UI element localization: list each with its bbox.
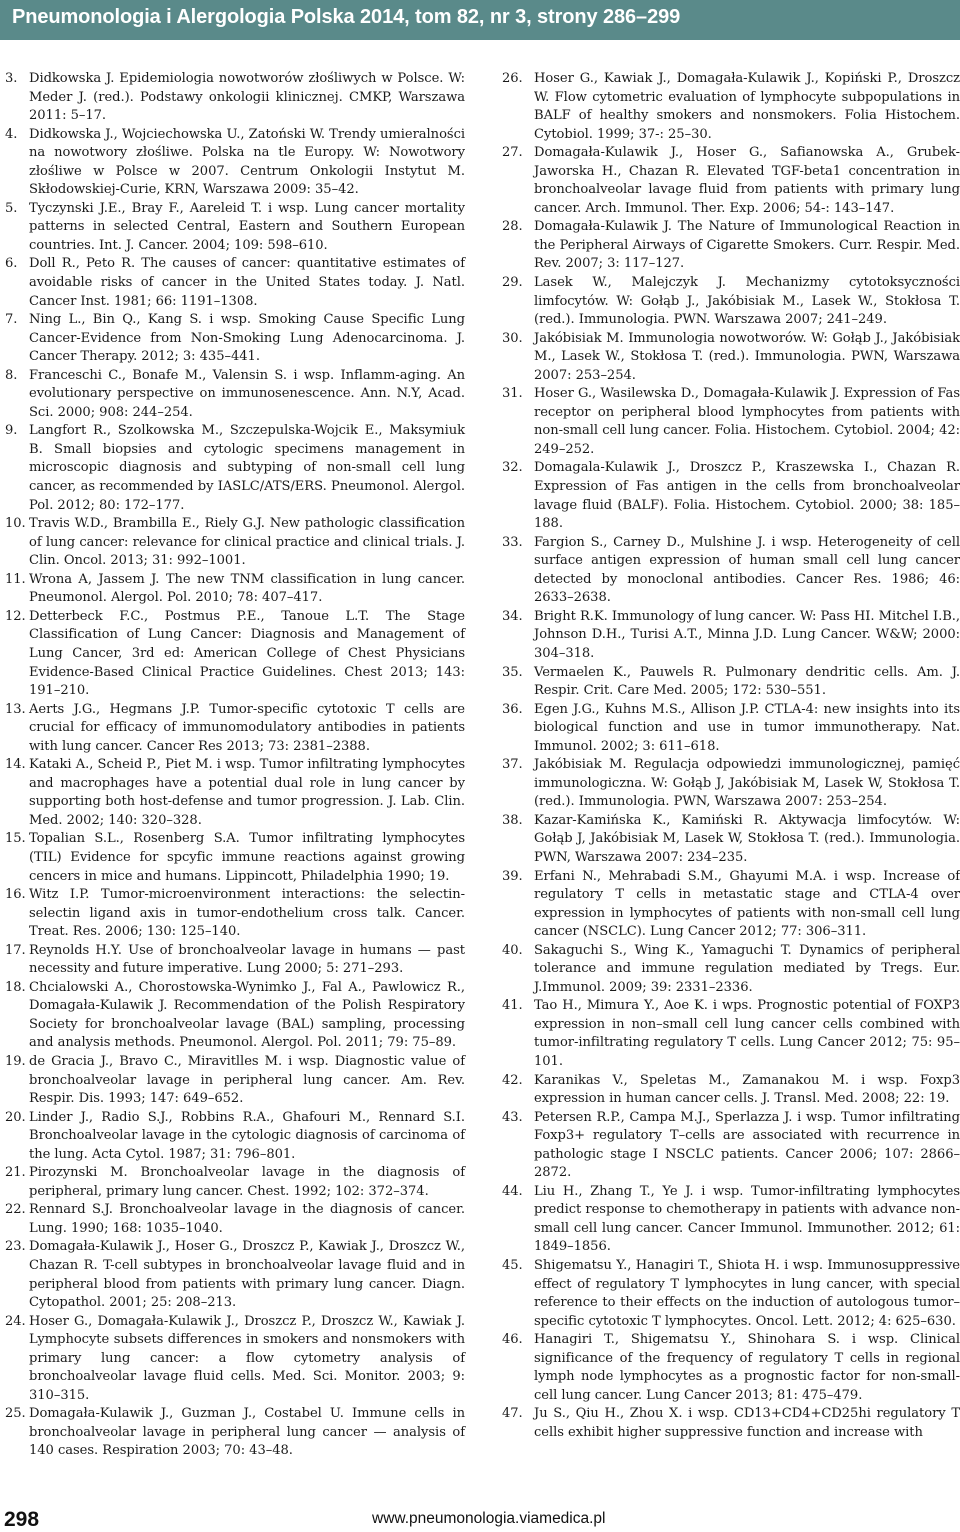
reference-item: [499, 868, 960, 942]
reference-number: 27.: [502, 145, 523, 161]
reference-text: Didkowska J. Epidemiologia nowotworów złośliwych w Polsce. W: Meder J. (red.). Podstawy onkologii klinicznej. CMKP, Warszawa 2011: 5–17.: [29, 71, 465, 124]
reference-text: Hoser G., Kawiak J., Domagała-Kulawik J., Kopiński P., Droszcz W. Flow cytometric evaluation of lymphocyte subpopulations in BALF of healthy smokers and nonsmokers. Folia Histochem. Cytobiol. 1999; 37-: 25–30.: [534, 71, 960, 142]
reference-number: 7.: [5, 312, 18, 328]
reference-text: Domagała-Kulawik J., Guzman J., Costabel U. Immune cells in bronchoalveolar lavage in peripheral lung cancer — analysis of 140 cases. Respiration 2003; 70: 43–48.: [29, 1406, 465, 1459]
page-number: 298: [4, 1508, 40, 1531]
reference-item: [499, 664, 960, 701]
reference-item: [499, 385, 960, 459]
reference-item: [0, 515, 465, 571]
reference-number: 9.: [5, 423, 18, 439]
reference-text: Jakóbisiak M. Regulacja odpowiedzi immunologicznej, pamięć immunologiczna. W: Gołąb J, Jakóbisiak M, Lasek W, Stokłosa T. (red.). Immunologia. PWN, Warszawa 2007: 253–254.: [534, 757, 960, 810]
reference-number: 23.: [5, 1239, 26, 1255]
reference-text: Topalian S.L., Rosenberg S.A. Tumor infiltrating lymphocytes (TIL) Evidence for spcyfic immune reactions against growing cencers in mice and humans. Lippincott, Philadelphia 1990; 19.: [29, 831, 465, 884]
references-column-left: [0, 70, 465, 1461]
reference-number: 26.: [502, 71, 523, 86]
reference-number: 44.: [502, 1183, 523, 1199]
reference-item: [0, 756, 465, 830]
reference-item: [0, 1238, 465, 1312]
reference-text: Kataki A., Scheid P., Piet M. i wsp. Tumor infiltrating lymphocytes and macrophages have a potential dual role in lung cancer by supporting both host-defense and tumor progression. J. Lab. Clin. Med. 2002; 140: 320–328.: [29, 757, 465, 828]
reference-item: [0, 942, 465, 979]
reference-number: 42.: [502, 1072, 523, 1088]
reference-number: 6.: [5, 256, 18, 272]
reference-item: [0, 1405, 465, 1461]
journal-url: www.pneumonologia.viamedica.pl: [372, 1510, 606, 1527]
reference-item: [499, 70, 960, 144]
reference-item: [0, 200, 465, 256]
reference-number: 22.: [5, 1202, 26, 1218]
reference-item: [499, 1257, 960, 1331]
reference-text: Jakóbisiak M. Immunologia nowotworów. W: Gołąb J., Jakóbisiak M., Lasek W., Stokłosa T. (red.). Immunologia. PWN, Warszawa 2007: 253–254.: [534, 330, 960, 383]
reference-number: 21.: [5, 1165, 26, 1181]
reference-text: Wrona A, Jassem J. The new TNM classification in lung cancer. Pneumonol. Alergol. Pol. 2010; 78: 407–417.: [29, 571, 465, 606]
reference-number: 37.: [502, 757, 523, 773]
reference-text: Domagała-Kulawik J., Hoser G., Droszcz P., Kawiak J., Droszcz W., Chazan R. T-cell subtypes in bronchoalveolar lavage fluid and in peripheral blood from patients with primary lung cancer. Diagn. Cytopathol. 2001; 25: 208–213.: [29, 1239, 465, 1311]
reference-text: Shigematsu Y., Hanagiri T., Shiota H. i wsp. Immunosuppressive effect of regulatory T lymphocytes in lung cancer, with special reference to their effects on the induction of autologous tumor–specific cytotoxic T lymphocytes. Oncol. Lett. 2012; 4: 625–630.: [534, 1258, 960, 1329]
reference-item: [499, 144, 960, 218]
reference-item: [499, 1331, 960, 1405]
reference-text: Rennard S.J. Bronchoalveolar lavage in the diagnosis of cancer. Lung. 1990; 168: 1035–1040.: [29, 1202, 465, 1236]
reference-item: [0, 70, 465, 126]
reference-text: Kazar-Kamińska K., Kamiński R. Aktywacja limfocytów. W: Gołąb J, Jakóbisiak M, Lasek W, Stokłosa T. (red.). Immunologia. PWN, Warszawa 2007: 234–235.: [534, 812, 960, 865]
reference-number: 41.: [502, 998, 523, 1014]
reference-item: [0, 311, 465, 367]
reference-number: 35.: [502, 664, 523, 680]
reference-number: 5.: [5, 200, 18, 216]
reference-number: 18.: [5, 979, 26, 995]
reference-number: 17.: [5, 942, 26, 958]
reference-item: [0, 608, 465, 701]
reference-item: [0, 571, 465, 608]
reference-text: Travis W.D., Brambilla E., Riely G.J. New pathologic classification of lung cancer: relevance for clinical practice and clinical trials. J. Clin. Oncol. 2013; 31: 992–1001.: [29, 516, 465, 569]
reference-number: 13.: [5, 701, 26, 717]
reference-text: Doll R., Peto R. The causes of cancer: quantitative estimates of avoidable risks of cancer in the United States today. J. Natl. Cancer Inst. 1981; 66: 1191–1308.: [29, 256, 465, 309]
reference-number: 29.: [502, 275, 523, 291]
reference-text: Domagała-Kulawik J., Hoser G., Safianowska A., Grubek-Jaworska H., Chazan R. Elevated TGF-beta1 concentration in bronchoalveolar lavage fluid from patients with primary lung cancer. Arch. Immunol. Ther. Exp. 2006; 54-: 143–147.: [534, 145, 960, 216]
reference-item: [0, 367, 465, 423]
reference-text: Domagala-Kulawik J., Droszcz P., Kraszewska I., Chazan R. Expression of Fas antigen in the cells from bronchoalveolar lavage fluid (BALF). Folia. Histochem. Cytobiol. 2000; 38: 185–188.: [534, 460, 960, 532]
reference-number: 10.: [5, 516, 26, 532]
reference-text: Aerts J.G., Hegmans J.P. Tumor-specific cytotoxic T cells are crucial for efficacy of immunomodulatory antibodies in patients with lung cancer. Cancer Res 2013; 73: 2381–2388.: [29, 701, 465, 754]
reference-text: Didkowska J., Wojciechowska U., Zatoński W. Trendy umieralności na nowotwory złośliwe. Polska na tle Europy. W: Nowotwory złośliwe w Polsce w 2007. Centrum Onkologii Instytut M. Skłodowskiej-Curie, KRN, Warszawa 2009: 35–42.: [29, 126, 465, 198]
journal-citation: Pneumonologia i Alergologia Polska 2014, tom 82, nr 3, strony 286–299: [12, 6, 681, 28]
reference-text: Karanikas V., Speletas M., Zamanakou M. i wsp. Foxp3 expression in human cancer cells. J. Transl. Med. 2008; 22: 19.: [534, 1072, 960, 1107]
reference-number: 12.: [5, 608, 26, 624]
reference-item: [499, 812, 960, 868]
references-column-right: [499, 70, 960, 1442]
reference-number: 43.: [502, 1109, 523, 1125]
reference-item: [0, 886, 465, 942]
reference-number: 45.: [502, 1258, 523, 1273]
reference-text: Erfani N., Mehrabadi S.M., Ghayumi M.A. i wsp. Increase of regulatory T cells in metastatic stage and CTLA-4 over expression in lymphocytes of patients with non-small cell lung cancer (NSCLC). Lung Cancer 2012; 77: 306–311.: [534, 868, 960, 940]
reference-number: 33.: [502, 534, 523, 550]
reference-text: Egen J.G., Kuhns M.S., Allison J.P. CTLA-4: new insights into its biological function and use in tumor immunotherapy. Nat. Immunol. 2002; 3: 611–618.: [534, 701, 960, 754]
reference-text: Domagała-Kulawik J. The Nature of Immunological Reaction in the Peripheral Airways of Cigarette Smokers. Curr. Respir. Med. Rev. 2007; 3: 117–127.: [534, 219, 960, 272]
reference-item: [0, 1164, 465, 1201]
reference-item: [0, 1313, 465, 1406]
reference-number: 4.: [5, 126, 18, 142]
reference-text: Lasek W., Malejczyk J. Mechanizmy cytotoksyczności limfocytów. W: Gołąb J., Jakóbisiak M., Lasek W., Stokłosa T. (red.). Immunologia. PWN. Warszawa 2007; 241–249.: [534, 275, 960, 328]
reference-number: 19.: [5, 1053, 26, 1069]
reference-number: 32.: [502, 460, 523, 476]
reference-item: [499, 942, 960, 998]
reference-item: [499, 218, 960, 274]
reference-number: 39.: [502, 868, 523, 884]
reference-item: [0, 701, 465, 757]
reference-item: [499, 459, 960, 533]
reference-text: Fargion S., Carney D., Mulshine J. i wsp. Heterogeneity of cell surface antigen expression of human small cell lung cancer detected by monoclonal antibodies. Cancer Res. 1986; 46: 2633–2638.: [534, 534, 960, 606]
reference-item: [0, 1053, 465, 1109]
reference-text: Reynolds H.Y. Use of bronchoalveolar lavage in humans — past necessity and future imperative. Lung 2000; 5: 271–293.: [29, 942, 465, 977]
reference-text: Liu H., Zhang T., Ye J. i wsp. Tumor-infiltrating lymphocytes predict response to chemotherapy in patients with advance non-small cell lung cancer. Cancer Immunol. Immunother. 2012; 61: 1849–1856.: [534, 1183, 960, 1255]
reference-number: 15.: [5, 831, 26, 847]
reference-number: 46.: [502, 1332, 523, 1348]
reference-text: Hoser G., Wasilewska D., Domagała-Kulawik J. Expression of Fas receptor on peripheral blood lymphocytes from patients with non-small cell lung cancer. Folia. Histochem. Cytobiol. 2004; 42: 249–252.: [534, 386, 960, 457]
reference-item: [499, 534, 960, 608]
reference-number: 3.: [5, 71, 18, 86]
reference-number: 28.: [502, 219, 523, 235]
reference-number: 34.: [502, 608, 523, 624]
reference-item: [499, 330, 960, 386]
reference-text: Ju S., Qiu H., Zhou X. i wsp. CD13+CD4+CD25hi regulatory T cells exhibit higher suppressive function and increase with: [534, 1406, 960, 1440]
reference-text: Tao H., Mimura Y., Aoe K. i wps. Prognostic potential of FOXP3 expression in non–small cell lung cancer cells combined with tumor-infiltrating regulatory T cells. Lung Cancer 2012; 75: 95–101.: [534, 998, 960, 1069]
reference-item: [499, 608, 960, 664]
reference-item: [0, 255, 465, 311]
reference-text: Witz I.P. Tumor-microenvironment interactions: the selectin-selectin ligand axis in tumor-endothelium cross talk. Cancer. Treat. Res. 2006; 130: 125–140.: [29, 887, 465, 940]
reference-text: Bright R.K. Immunology of lung cancer. W: Pass HI. Mitchel I.B., Johnson D.H., Turisi A.T., Minna J.D. Lung Cancer. W&W; 2000: 304–318.: [534, 608, 960, 661]
reference-number: 16.: [5, 887, 26, 903]
reference-item: [499, 701, 960, 757]
reference-item: [499, 997, 960, 1071]
reference-text: Linder J., Radio S.J., Robbins R.A., Ghafouri M., Rennard S.I. Bronchoalveolar lavage in the cytologic diagnosis of carcinoma of the lung. Acta Cytol. 1987; 31: 796–801.: [29, 1109, 465, 1162]
reference-number: 47.: [502, 1406, 523, 1422]
reference-item: [0, 1201, 465, 1238]
reference-text: Vermaelen K., Pauwels R. Pulmonary dendritic cells. Am. J. Respir. Crit. Care Med. 2005; 172: 530–551.: [534, 664, 960, 699]
reference-number: 20.: [5, 1109, 26, 1125]
reference-number: 36.: [502, 701, 523, 717]
reference-text: Franceschi C., Bonafe M., Valensin S. i wsp. Inflamm-aging. An evolutionary perspective on immunosenescence. Ann. N.Y, Acad. Sci. 2000; 908: 244–254.: [29, 367, 465, 420]
reference-number: 24.: [5, 1313, 26, 1329]
reference-text: Chcialowski A., Chorostowska-Wynimko J., Fal A., Pawlowicz R., Domagała-Kulawik J. Recommendation of the Polish Respiratory Society for bronchoalveolar lavage (BAL) sampling, processing and analysis methods. Pneumonol. Alergol. Pol. 2011; 79: 75–89.: [29, 979, 465, 1051]
reference-number: 40.: [502, 942, 523, 958]
reference-item: [0, 979, 465, 1053]
reference-item: [499, 1183, 960, 1257]
reference-number: 8.: [5, 367, 18, 383]
reference-item: [499, 1109, 960, 1183]
reference-item: [499, 1072, 960, 1109]
reference-item: [0, 1109, 465, 1165]
reference-item: [0, 422, 465, 515]
reference-item: [499, 1405, 960, 1442]
reference-number: 38.: [502, 812, 523, 828]
reference-text: Langfort R., Szolkowska M., Szczepulska-Wojcik E., Maksymiuk B. Small biopsies and cytologic specimens management in microscopic diagnosis and subtyping of non-small cell lung cancer, as recommended by IASLC/ATS/ERS. Pneumonol. Alergol. Pol. 2012; 80: 172–177.: [29, 423, 465, 513]
reference-item: [499, 274, 960, 330]
reference-text: Sakaguchi S., Wing K., Yamaguchi T. Dynamics of peripheral tolerance and immune regulation mediated by Tregs. Eur. J.Immunol. 2009; 39: 2331–2336.: [534, 942, 960, 995]
reference-text: Tyczynski J.E., Bray F., Aareleid T. i wsp. Lung cancer mortality patterns in selected Central, Eastern and Southern European countries. Int. J. Cancer. 2004; 109: 598–610.: [29, 200, 465, 253]
reference-text: de Gracia J., Bravo C., Miravitlles M. i wsp. Diagnostic value of bronchoalveolar lavage in peripheral lung cancer. Am. Rev. Respir. Dis. 1993; 147: 649–652.: [29, 1053, 465, 1107]
reference-text: Petersen R.P., Campa M.J., Sperlazza J. i wsp. Tumor infiltrating Foxp3+ regulatory T–cells are associated with recurrence in pathologic stage I NSCLC patients. Cancer 2006; 107: 2866–2872.: [534, 1109, 960, 1181]
reference-number: 14.: [5, 757, 26, 773]
reference-number: 11.: [5, 571, 26, 587]
reference-item: [499, 756, 960, 812]
reference-text: Pirozynski M. Bronchoalveolar lavage in the diagnosis of peripheral, primary lung cancer. Chest. 1992; 102: 372–374.: [29, 1165, 465, 1199]
reference-text: Hoser G., Domagała-Kulawik J., Droszcz P., Droszcz W., Kawiak J. Lymphocyte subsets differences in smokers and nonsmokers with primary lung cancer: a flow cytometry analysis of bronchoalveolar lavage fluid cells. Med. Sci. Monitor. 2003; 9: 310–315.: [29, 1313, 465, 1403]
running-head: [0, 0, 960, 40]
reference-text: Ning L., Bin Q., Kang S. i wsp. Smoking Cause Specific Lung Cancer-Evidence from Non-Smoking Lung Adenocarcinoma. J. Cancer Therapy. 2012; 3: 435–441.: [29, 312, 465, 365]
reference-text: Hanagiri T., Shigematsu Y., Shinohara S. i wsp. Clinical significance of the frequency of regulatory T cells in regional lymph node lymphocytes as a prognostic factor for non-small-cell lung cancer. Lung Cancer 2013; 81: 475–479.: [534, 1332, 960, 1403]
reference-number: 30.: [502, 330, 523, 346]
reference-item: [0, 126, 465, 200]
reference-text: Detterbeck F.C., Postmus P.E., Tanoue L.T. The Stage Classification of Lung Cancer: Diagnosis and Management of Lung Cancer, 3rd ed: American College of Chest Physicians Evidence-Based Clinical Practice Guidelines. Chest 2013; 143: 191–210.: [29, 608, 465, 699]
reference-item: [0, 830, 465, 886]
reference-number: 31.: [502, 386, 523, 402]
reference-number: 25.: [5, 1406, 26, 1422]
